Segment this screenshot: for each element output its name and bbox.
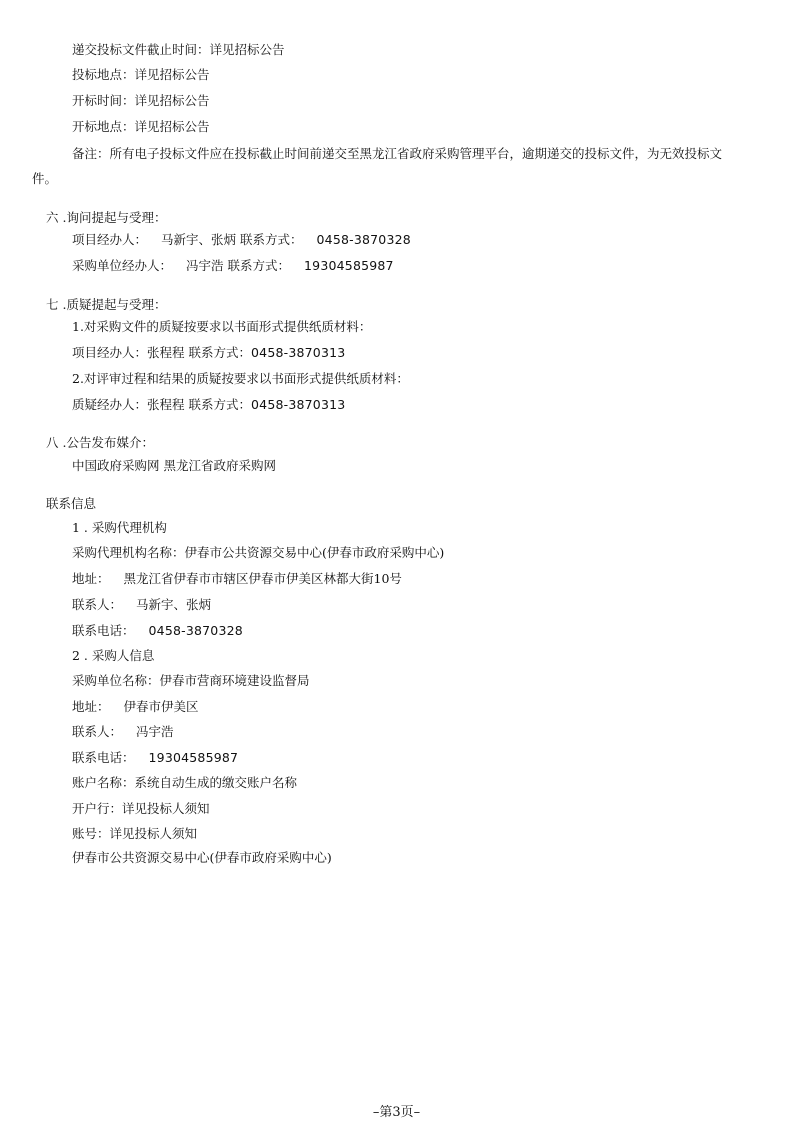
buyer-person-row bbox=[72, 724, 174, 740]
agency-name: 采购代理机构名称：伊春市公共资源交易中心(伊春市政府采购中心) bbox=[72, 545, 445, 560]
item2-person: 质疑经办人：张程程 bbox=[72, 397, 185, 412]
bid-location: 投标地点：详见招标公告 bbox=[72, 67, 210, 82]
contact-buyer-phone: 19304585987 bbox=[148, 750, 239, 765]
buyer-person-label: 联系人： bbox=[72, 724, 123, 739]
buyer-address-row bbox=[72, 699, 199, 715]
buyer-address-label: 地址： bbox=[72, 699, 110, 714]
contact-info-title: 联系信息 bbox=[46, 496, 97, 511]
agency-heading: 1 . 采购代理机构 bbox=[72, 520, 167, 535]
agency-person-row bbox=[72, 597, 211, 613]
buyer-phone: 19304585987 bbox=[304, 258, 394, 273]
buyer-name: 采购单位名称：伊春市营商环境建设监督局 bbox=[72, 673, 310, 688]
challenge-item-2-contact bbox=[72, 397, 345, 413]
manager-name: 马新宇、张炳 bbox=[161, 232, 237, 247]
bank: 开户行：详见投标人须知 bbox=[72, 801, 210, 816]
section-7-title: 七 .质疑提起与受理： bbox=[46, 297, 167, 312]
page-number: –第3页– bbox=[372, 1105, 421, 1120]
note-line-2: 件。 bbox=[32, 171, 58, 186]
manager-phone: 0458-3870328 bbox=[316, 232, 411, 247]
challenge-item-1-contact bbox=[72, 345, 345, 361]
item1-person: 项目经办人：张程程 bbox=[72, 345, 185, 360]
section-8-title: 八 .公告发布媒介： bbox=[46, 435, 154, 450]
section-6-title: 六 .询问提起与受理： bbox=[46, 210, 167, 225]
agency-phone-label: 联系电话： bbox=[72, 623, 135, 638]
account-number: 账号：详见投标人须知 bbox=[72, 826, 198, 841]
buyer-label: 采购单位经办人： bbox=[72, 258, 173, 273]
publication-media: 中国政府采购网 黑龙江省政府采购网 bbox=[72, 458, 276, 473]
inquiry-manager-row bbox=[72, 232, 411, 248]
agency-person: 马新宇、张炳 bbox=[136, 597, 212, 612]
item1-contact-label: 联系方式： bbox=[188, 345, 252, 360]
buyer-phone-row bbox=[72, 750, 238, 766]
buyer-heading: 2 . 采购人信息 bbox=[72, 648, 155, 663]
buyer-address: 伊春市伊美区 bbox=[123, 699, 199, 714]
opening-time: 开标时间：详见招标公告 bbox=[72, 93, 210, 108]
signature: 伊春市公共资源交易中心(伊春市政府采购中心) bbox=[72, 850, 332, 865]
buyer-person: 冯宇浩 bbox=[136, 724, 174, 739]
inquiry-buyer-row bbox=[72, 258, 394, 274]
agency-person-label: 联系人： bbox=[72, 597, 123, 612]
manager-label: 项目经办人： bbox=[72, 232, 148, 247]
manager-contact-label: 联系方式： bbox=[240, 232, 303, 247]
agency-address: 黑龙江省伊春市市辖区伊春市伊美区林都大街10号 bbox=[123, 571, 402, 586]
challenge-item-2: 2.对评审过程和结果的质疑按要求以书面形式提供纸质材料： bbox=[72, 371, 409, 386]
bid-deadline: 递交投标文件截止时间：详见招标公告 bbox=[72, 42, 285, 57]
challenge-item-1: 1.对采购文件的质疑按要求以书面形式提供纸质材料： bbox=[72, 319, 372, 334]
agency-phone: 0458-3870328 bbox=[148, 623, 243, 638]
item2-phone: 0458-3870313 bbox=[251, 397, 346, 412]
note-line-1: 备注：所有电子投标文件应在投标截止时间前递交至黑龙江省政府采购管理平台，逾期递交的投标文件，为无效投标文 bbox=[72, 146, 723, 161]
item1-phone: 0458-3870313 bbox=[251, 345, 346, 360]
item2-contact-label: 联系方式： bbox=[188, 397, 252, 412]
account-name: 账户名称：系统自动生成的缴交账户名称 bbox=[72, 775, 298, 790]
buyer-person-name: 冯宇浩 bbox=[186, 258, 224, 273]
agency-phone-row bbox=[72, 623, 243, 639]
buyer-contact-label: 联系方式： bbox=[227, 258, 291, 273]
buyer-phone-label: 联系电话： bbox=[72, 750, 135, 765]
agency-address-label: 地址： bbox=[72, 571, 110, 586]
agency-address-row bbox=[72, 571, 402, 587]
opening-location: 开标地点：详见招标公告 bbox=[72, 119, 210, 134]
